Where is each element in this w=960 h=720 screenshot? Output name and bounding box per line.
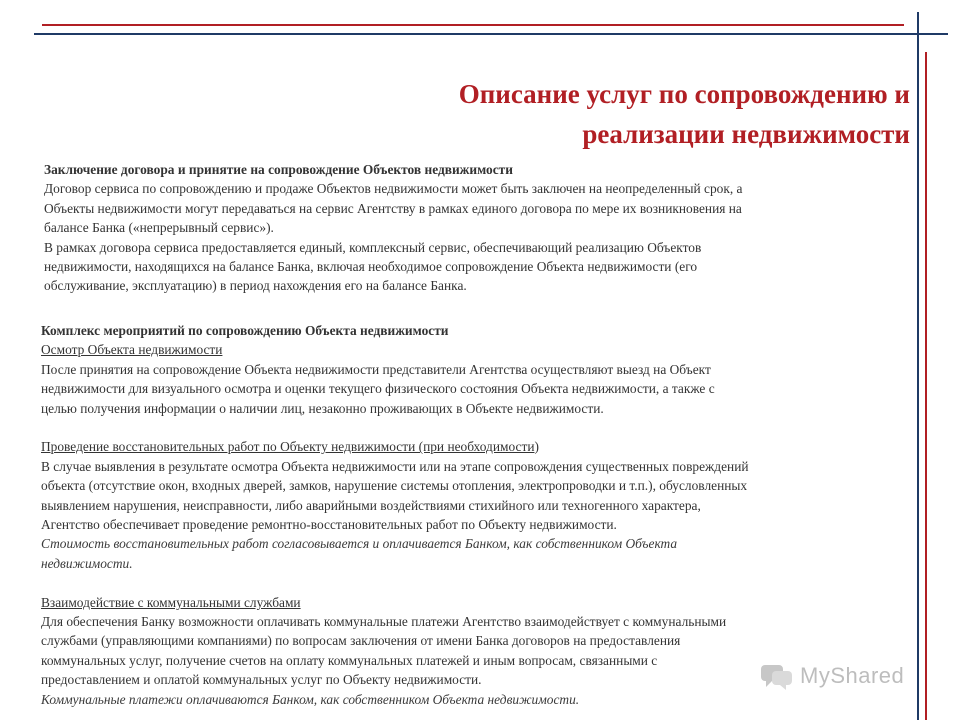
contract-text-line: Объекты недвижимости могут передаваться на сервис Агентству в рамках единого договора по мере их возникновения на: [44, 200, 742, 216]
right-blue-rule: [917, 12, 919, 720]
spacer: [41, 418, 901, 437]
top-blue-rule: [34, 33, 948, 35]
watermark-logo-icon: [760, 661, 794, 691]
maintenance-heading: Комплекс мероприятий по сопровождению Объекта недвижимости: [41, 323, 449, 338]
slide-title-line-2: реализации недвижимости: [582, 119, 910, 149]
restoration-note-line: Стоимость восстановительных работ согласовывается и оплачивается Банком, как собственником Объекта: [41, 536, 678, 552]
restoration-text-line: Агентство обеспечивает проведение ремонтно-восстановительных работ по Объекту недвижимости.: [41, 517, 617, 533]
maintenance-section: [41, 321, 901, 709]
utilities-text-line: коммунальных услуг, получение счетов на оплату коммунальных платежей и иным вопросам, связанными с: [41, 652, 658, 668]
restoration-subheading-row: [41, 437, 901, 456]
inspection-subheading: Осмотр Объекта недвижимости: [41, 342, 223, 358]
utilities-text-line: службами (управляющими компаниями) по вопросам заключения от имени Банка договоров на предоставления: [41, 633, 681, 649]
contract-text-line: Договор сервиса по сопровождению и продаже Объектов недвижимости может быть заключен на неопределенный срок, а: [44, 181, 743, 197]
restoration-note-line: недвижимости.: [41, 555, 133, 571]
watermark-text: MyShared: [800, 663, 905, 688]
top-red-rule: [42, 24, 904, 26]
slide-title-line-1: Описание услуг по сопровождению и: [458, 79, 910, 109]
contract-text-line: В рамках договора сервиса предоставляется единый, комплексный сервис, обеспечивающий реализацию Объектов: [44, 239, 702, 255]
utilities-text-line: предоставлением и оплатой коммунальных услуг по Объекту недвижимости.: [41, 672, 482, 688]
slide-title: [270, 74, 910, 154]
contract-text-line: недвижимости, находящихся на балансе Банка, включая необходимое сопровождение Объекта недвижимости (его: [44, 259, 698, 275]
restoration-subheading-tail: ): [534, 439, 539, 455]
contract-heading: Заключение договора и принятие на сопровождение Объектов недвижимости: [44, 162, 513, 177]
inspection-text-line: недвижимости для визуального осмотра и оценки текущего физического состояния Объекта недвижимости, а также с: [41, 381, 715, 397]
spacer: [41, 573, 901, 592]
utilities-note: Коммунальные платежи оплачиваются Банком, как собственником Объекта недвижимости.: [41, 691, 580, 707]
restoration-text-line: выявлением нарушения, неисправности, либо аварийными воздействиями стихийного или техногенного характера,: [41, 497, 701, 513]
watermark: [760, 658, 904, 694]
restoration-text-line: В случае выявления в результате осмотра Объекта недвижимости или на этапе сопровождения существенных повреждений: [41, 458, 749, 474]
contract-text-line: балансе Банка («непрерывный сервис»).: [44, 220, 274, 236]
right-red-rule: [925, 52, 927, 720]
utilities-subheading: Взаимодействие с коммунальными службами: [41, 594, 301, 610]
inspection-text-line: После принятия на сопровождение Объекта недвижимости представители Агентства осуществляют выезд на Объект: [41, 361, 711, 377]
restoration-subheading: Проведение восстановительных работ по Объекту недвижимости (при необходимости: [41, 439, 535, 455]
contract-section: [44, 160, 864, 296]
inspection-text-line: целью получения информации о наличии лиц, незаконно проживающих в Объекте недвижимости.: [41, 400, 604, 416]
contract-text-line: обслуживание, эксплуатацию) в период нахождения его на балансе Банка.: [44, 278, 467, 294]
restoration-text-line: объекта (отсутствие окон, входных дверей, замков, нарушение системы отопления, электропроводки и т.п.), обусловленных: [41, 478, 748, 494]
utilities-text-line: Для обеспечения Банку возможности оплачивать коммунальные платежи Агентство взаимодействует с коммунальными: [41, 614, 727, 630]
